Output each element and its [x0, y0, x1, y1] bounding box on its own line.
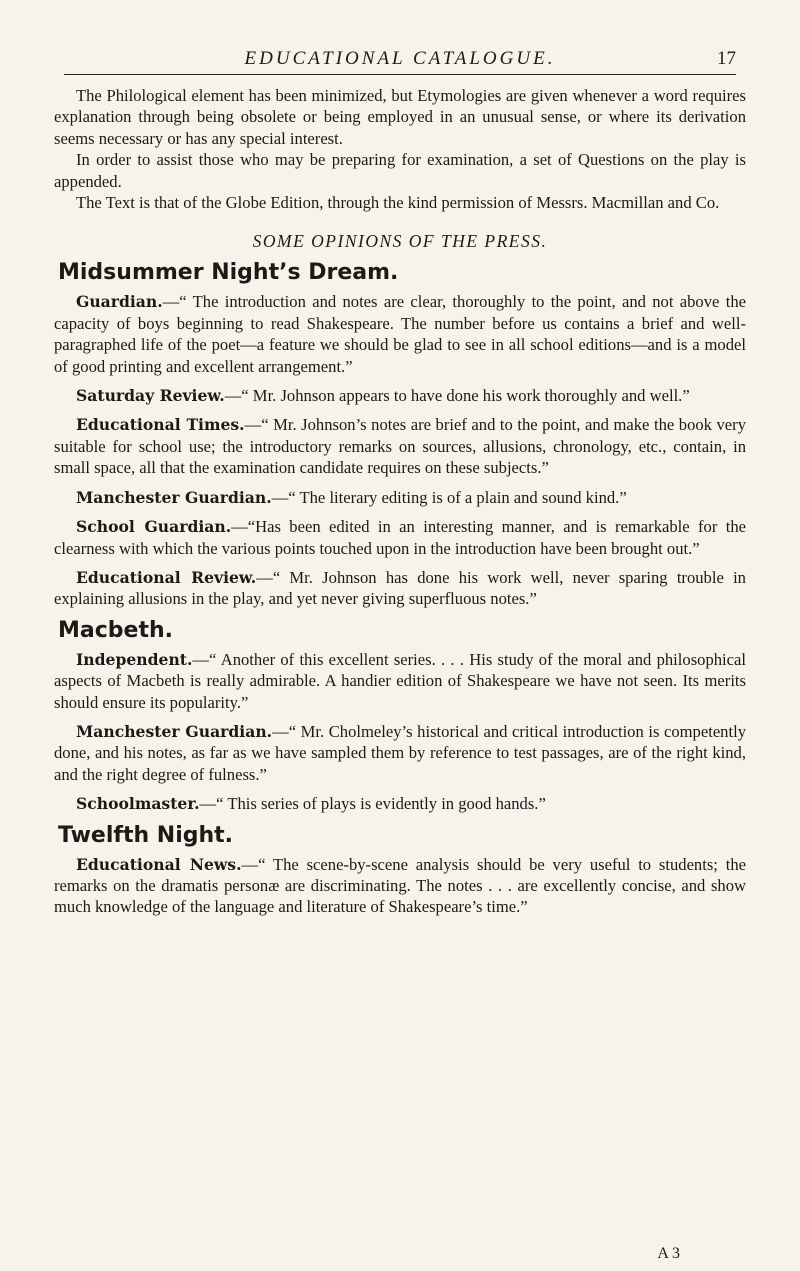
review-text: —“ The introduction and notes are clear, thoroughly to the point, and not above the capacity of boys beginning to read Shakespeare. The number before us contains a brief and well-paragraphed life of the poet—a feature we should be glad to see in all school editions—and is a model of good printing and excellent arrangement.” — [54, 292, 746, 376]
review-entry — [54, 567, 746, 610]
review-source: Educational News. — [76, 854, 242, 874]
review-entry — [54, 793, 746, 814]
review-entry — [54, 721, 746, 785]
play-title: Twelfth Night. — [58, 822, 234, 848]
review-entry — [54, 385, 746, 406]
review-source: Independent. — [76, 649, 193, 669]
review-text: —“ Another of this excellent series. . . . His study of the moral and philosophical aspects of Macbeth is really admirable. A handier edition of Shakespeare we have not seen. Its merits should ensure its popularity.” — [54, 649, 746, 712]
review-text: —“ Mr. Johnson has done his work well, never sparing trouble in explaining allusions in the play, and yet never giving superfluous notes.” — [54, 567, 746, 609]
review-source: Guardian. — [76, 292, 163, 312]
review-text: —“ Mr. Cholmeley’s historical and critical introduction is competently done, and his notes, as far as we have sampled them by reference to test passages, are of the right kind, and the right degree of fulness.” — [54, 721, 746, 784]
review-source: School Guardian. — [76, 517, 232, 537]
review-text: —“ The literary editing is of a plain and sound kind.” — [271, 487, 627, 507]
section-heading: SOME OPINIONS OF THE PRESS. — [252, 231, 548, 252]
review-text: —“ Mr. Johnson appears to have done his work thoroughly and well.” — [224, 386, 690, 406]
review-entry — [54, 487, 746, 508]
intro-paragraph: The Philological element has been minimized, but Etymologies are given whenever a word requires explanation through being obsolete or being employed in an unusual sense, or where its derivation seems necessary or has any special interest. — [54, 86, 746, 148]
review-source: Schoolmaster. — [76, 794, 200, 814]
running-head — [64, 0, 736, 75]
review-text: —“ The scene-by-scene analysis should be very useful to students; the remarks on the dramatis personæ are discriminating. The notes . . . are excellently concise, and show much knowledge of the language and literature of Shakespeare’s time.” — [54, 854, 746, 917]
review-source: Saturday Review. — [76, 386, 225, 406]
play-title: Macbeth. — [58, 617, 173, 643]
intro-paragraph: In order to assist those who may be preparing for examination, a set of Questions on the play is appended. — [54, 150, 746, 191]
review-source: Educational Times. — [76, 415, 245, 435]
review-entry — [54, 516, 746, 559]
review-text: —“ This series of plays is evidently in good hands.” — [199, 794, 546, 814]
running-title: EDUCATIONAL CATALOGUE. — [244, 48, 556, 69]
signature-mark: A 3 — [657, 1245, 680, 1262]
review-entry — [54, 649, 746, 713]
page-number: 17 — [717, 48, 736, 69]
play-title: Midsummer Night’s Dream. — [58, 260, 399, 286]
review-source: Manchester Guardian. — [76, 721, 273, 741]
review-entry — [54, 291, 746, 377]
review-entry — [54, 854, 746, 918]
review-text: —“Has been edited in an interesting manner, and is remarkable for the clearness with which the various points touched upon in the introduction have been brought out.” — [54, 517, 746, 558]
review-text: —“ Mr. Johnson’s notes are brief and to the point, and make the book very suitable for school use; the introductory remarks on sources, allusions, chronology, etc., contain, in small space, all that the examination candidate requires on these subjects.” — [54, 415, 746, 478]
review-entry — [54, 414, 746, 478]
review-source: Manchester Guardian. — [76, 487, 272, 507]
intro-paragraph: The Text is that of the Globe Edition, through the kind permission of Messrs. Macmillan and Co. — [76, 193, 720, 213]
page-content — [54, 75, 746, 918]
review-source: Educational Review. — [76, 567, 257, 587]
